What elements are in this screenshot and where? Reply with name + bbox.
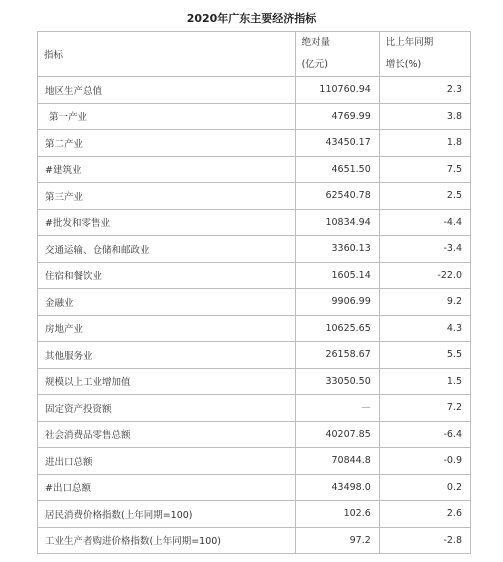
row-growth: -4.4 (379, 209, 470, 236)
row-value: 97.2 (295, 527, 379, 554)
row-growth: 3.8 (379, 103, 470, 130)
row-growth: 7.2 (379, 395, 470, 422)
row-growth: -0.9 (379, 448, 470, 475)
row-growth: -22.0 (379, 262, 470, 289)
row-value: 33050.50 (295, 368, 379, 395)
row-value: 26158.67 (295, 342, 379, 369)
row-value: 1605.14 (295, 262, 379, 289)
row-indicator-name: 交通运输、仓储和邮政业 (38, 236, 296, 263)
row-value: 3360.13 (295, 236, 379, 263)
header-value-line2: (亿元) (301, 59, 329, 70)
row-indicator-name: 居民消费价格指数(上年同期=100) (38, 501, 296, 528)
row-indicator-name: #批发和零售业 (38, 209, 296, 236)
row-growth: -2.8 (379, 527, 470, 554)
row-indicator-name: 进出口总额 (38, 448, 296, 475)
row-value: 4769.99 (295, 103, 379, 130)
table-row (38, 368, 471, 395)
table-title: 2020年广东主要经济指标 (186, 12, 317, 25)
row-growth: 1.8 (379, 130, 470, 157)
table-row (38, 183, 471, 210)
row-indicator-name: #出口总额 (38, 474, 296, 501)
row-indicator-name: 固定资产投资额 (38, 395, 296, 422)
row-value: 10834.94 (295, 209, 379, 236)
row-indicator-name: 其他服务业 (38, 342, 296, 369)
table-row (38, 103, 471, 130)
table-header-row (38, 32, 471, 77)
row-value: 43450.17 (295, 130, 379, 157)
row-growth: 7.5 (379, 156, 470, 183)
row-value: 62540.78 (295, 183, 379, 210)
header-indicator: 指标 (38, 32, 296, 77)
row-value: 40207.85 (295, 421, 379, 448)
header-growth-line2: 增长(%) (385, 59, 422, 70)
row-indicator-name: 社会消费品零售总额 (38, 421, 296, 448)
table-row (38, 77, 471, 104)
header-growth (379, 32, 470, 77)
row-value: 70844.8 (295, 448, 379, 475)
row-indicator-name: 房地产业 (38, 315, 296, 342)
row-value: 102.6 (295, 501, 379, 528)
header-value (295, 32, 379, 77)
row-growth: 0.2 (379, 474, 470, 501)
row-value: 10625.65 (295, 315, 379, 342)
indicators-table (37, 31, 471, 554)
row-value: 4651.50 (295, 156, 379, 183)
row-growth: -3.4 (379, 236, 470, 263)
table-row (38, 236, 471, 263)
row-growth: 5.5 (379, 342, 470, 369)
row-indicator-name: #建筑业 (38, 156, 296, 183)
row-indicator-name: 工业生产者购进价格指数(上年同期=100) (38, 527, 296, 554)
table-row (38, 156, 471, 183)
table-row (38, 315, 471, 342)
row-growth: 9.2 (379, 289, 470, 316)
table-row (38, 501, 471, 528)
row-value: 43498.0 (295, 474, 379, 501)
table-row (38, 421, 471, 448)
table-row (38, 395, 471, 422)
table-row (38, 448, 471, 475)
row-growth: 2.3 (379, 77, 470, 104)
row-indicator-name: 第二产业 (38, 130, 296, 157)
row-value: 110760.94 (295, 77, 379, 104)
row-growth: 4.3 (379, 315, 470, 342)
table-row (38, 130, 471, 157)
table-row (38, 209, 471, 236)
row-indicator-name: 地区生产总值 (38, 77, 296, 104)
row-indicator-name: 第一产业 (38, 103, 296, 130)
table-row (38, 342, 471, 369)
row-value: — (295, 395, 379, 422)
table-row (38, 474, 471, 501)
row-indicator-name: 住宿和餐饮业 (38, 262, 296, 289)
row-growth: 1.5 (379, 368, 470, 395)
row-indicator-name: 第三产业 (38, 183, 296, 210)
table-row (38, 289, 471, 316)
row-growth: -6.4 (379, 421, 470, 448)
row-growth: 2.6 (379, 501, 470, 528)
header-value-line1: 绝对量 (301, 37, 331, 48)
table-row (38, 262, 471, 289)
row-growth: 2.5 (379, 183, 470, 210)
row-indicator-name: 规模以上工业增加值 (38, 368, 296, 395)
row-value: 9906.99 (295, 289, 379, 316)
table-row (38, 527, 471, 554)
header-growth-line1: 比上年同期 (385, 37, 434, 48)
row-indicator-name: 金融业 (38, 289, 296, 316)
